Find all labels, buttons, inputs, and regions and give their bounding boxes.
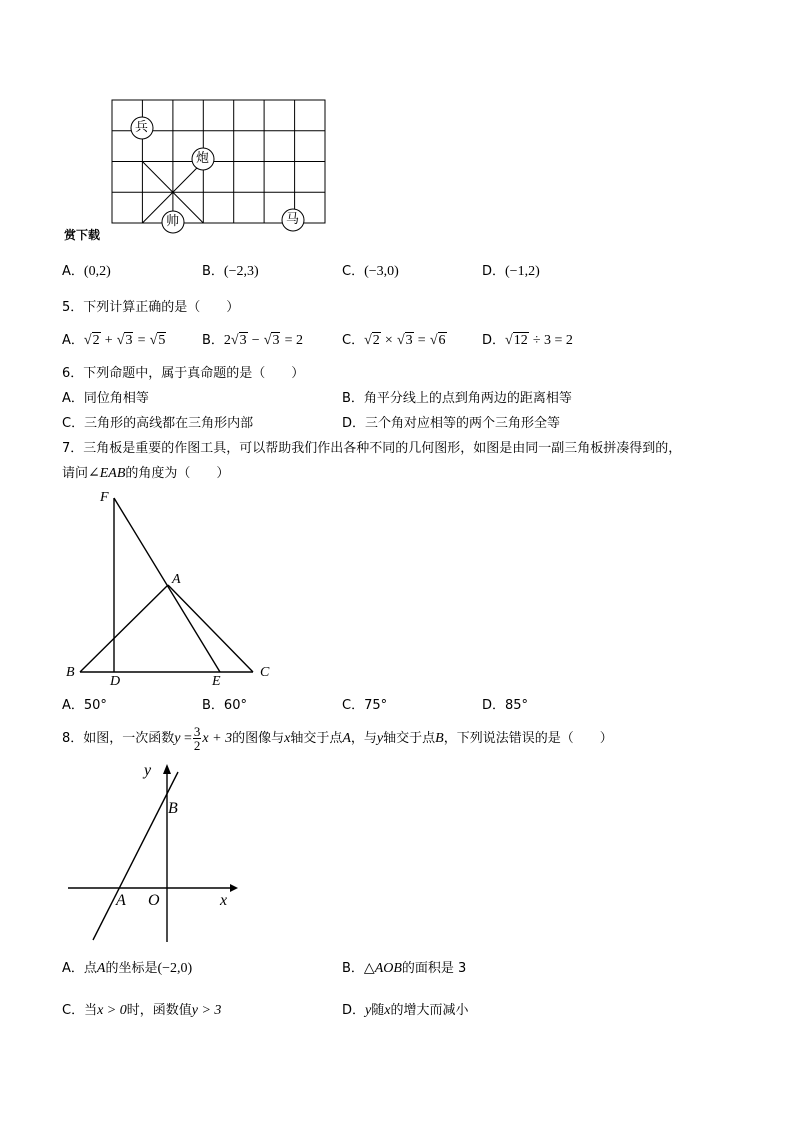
piece-ma: 马 <box>286 212 300 227</box>
q5-option-d[interactable]: D．√12 ÷ 3 = 2 <box>482 333 573 348</box>
q6-stem: 6．下列命题中，属于真命题的是（ ） <box>62 366 305 381</box>
q4-option-d[interactable]: D．(−1,2) <box>482 264 540 279</box>
label-c: C <box>260 665 270 680</box>
q7-option-c[interactable]: C．75° <box>342 698 388 713</box>
q8-graph <box>60 758 250 948</box>
label-e: E <box>212 674 221 689</box>
fraction-3-2: $\frac{3}{2}$ <box>193 724 201 753</box>
graph-label-o: O <box>148 892 160 909</box>
q7-stem-line1: 7．三角板是重要的作图工具，可以帮助我们作出各种不同的几何图形，如图是由同一副三角板拼凑得到的， <box>62 441 682 456</box>
graph-label-x: x <box>220 892 228 909</box>
q5-option-a[interactable]: A．√2 + √3 = √5 <box>62 333 166 348</box>
graph-label-a: A <box>116 892 126 909</box>
graph-label-y: y <box>144 762 152 779</box>
q5-option-c[interactable]: C．√2 × √3 = √6 <box>342 333 446 348</box>
q4-option-b[interactable]: B．(−2,3) <box>202 264 259 279</box>
q4-option-c[interactable]: C．(−3,0) <box>342 264 399 279</box>
q4-option-a[interactable]: A．(0,2) <box>62 264 111 279</box>
q8-option-b[interactable]: B．△AOB的面积是 3 <box>342 961 467 976</box>
q8-option-d[interactable]: D．y随x的增大而减小 <box>342 1003 469 1018</box>
q4-options <box>62 264 762 284</box>
q6-option-c[interactable]: C．三角形的高线都在三角形内部 <box>62 416 254 431</box>
q7-option-b[interactable]: B．60° <box>202 698 247 713</box>
q7-options <box>62 698 762 718</box>
graph-label-b: B <box>168 800 178 817</box>
q5-option-b[interactable]: B．2√3 − √3 = 2 <box>202 333 304 348</box>
q5-stem: 5．下列计算正确的是（ ） <box>62 300 240 315</box>
q8-stem: 8．如图，一次函数y = $\frac{3}{2}$ x + 3的图像与x轴交于点A，与y轴交于点B，下列说法错误的是（ ） <box>62 724 613 753</box>
q6-option-a[interactable]: A．同位角相等 <box>62 391 149 406</box>
q7-stem-line2: 请问∠EAB的角度为（ ） <box>62 466 230 481</box>
board-caption: 赏下载 <box>64 228 101 242</box>
piece-shuai: 帅 <box>166 214 180 229</box>
angle-eab: ∠EAB <box>88 466 126 481</box>
q7-option-a[interactable]: A．50° <box>62 698 107 713</box>
q8-option-c[interactable]: C．当x > 0时，函数值y > 3 <box>62 1003 222 1018</box>
label-b: B <box>66 665 75 680</box>
q7-triangle-figure <box>60 488 290 688</box>
piece-bing: 兵 <box>135 120 149 135</box>
q6-option-b[interactable]: B．角平分线上的点到角两边的距离相等 <box>342 391 572 406</box>
q7-option-d[interactable]: D．85° <box>482 698 529 713</box>
board-figure <box>100 92 340 237</box>
label-a: A <box>172 572 181 587</box>
label-d: D <box>110 674 121 689</box>
label-f: F <box>100 490 109 505</box>
q5-options <box>62 333 762 353</box>
q8-option-a[interactable]: A．点A的坐标是(−2,0) <box>62 961 193 976</box>
q6-option-d[interactable]: D．三个角对应相等的两个三角形全等 <box>342 416 561 431</box>
piece-pao: 炮 <box>196 151 210 166</box>
